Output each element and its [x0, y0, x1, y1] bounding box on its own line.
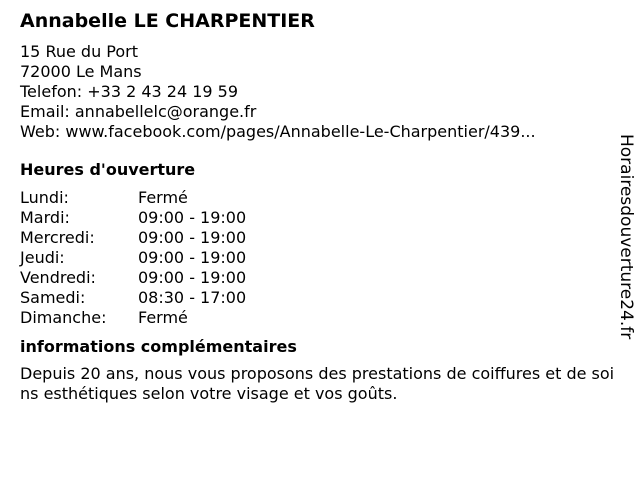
- hours-row-tuesday: [20, 208, 612, 228]
- day-label: Dimanche:: [20, 308, 107, 327]
- day-hours: 09:00 - 19:00: [138, 208, 247, 227]
- opening-hours-heading: Heures d'ouverture: [20, 160, 196, 179]
- address-street: 15 Rue du Port: [20, 42, 139, 61]
- site-watermark: Horairesdouverture24.fr: [616, 134, 636, 340]
- business-card: [20, 8, 615, 404]
- day-label: Mardi:: [20, 208, 70, 227]
- contact-block: [20, 42, 612, 142]
- email-text: Email: annabellelc@orange.fr: [20, 102, 257, 121]
- address-city: 72000 Le Mans: [20, 62, 142, 81]
- day-hours: Fermé: [138, 188, 188, 207]
- hours-row-thursday: [20, 248, 612, 268]
- day-hours: 09:00 - 19:00: [138, 248, 247, 267]
- day-label: Lundi:: [20, 188, 69, 207]
- hours-row-saturday: [20, 288, 612, 308]
- additional-info-text: Depuis 20 ans, nous vous proposons des prestations de coiffures et de soins esthétiques selon votre visage et vos goûts.: [20, 364, 615, 403]
- day-hours: 09:00 - 19:00: [138, 228, 247, 247]
- hours-row-wednesday: [20, 228, 612, 248]
- opening-hours-table: [20, 188, 612, 328]
- web-text: Web: www.facebook.com/pages/Annabelle-Le-Charpentier/439...: [20, 122, 536, 141]
- day-hours: Fermé: [138, 308, 188, 327]
- day-label: Samedi:: [20, 288, 86, 307]
- day-label: Jeudi:: [20, 248, 65, 267]
- hours-row-friday: [20, 268, 612, 288]
- day-hours: 08:30 - 17:00: [138, 288, 247, 307]
- additional-info-heading: informations complémentaires: [20, 337, 297, 356]
- day-hours: 09:00 - 19:00: [138, 268, 247, 287]
- hours-row-monday: [20, 188, 612, 208]
- hours-row-sunday: [20, 308, 612, 328]
- day-label: Vendredi:: [20, 268, 96, 287]
- day-label: Mercredi:: [20, 228, 95, 247]
- phone-text: Telefon: +33 2 43 24 19 59: [20, 82, 239, 101]
- business-name: Annabelle LE CHARPENTIER: [20, 10, 315, 32]
